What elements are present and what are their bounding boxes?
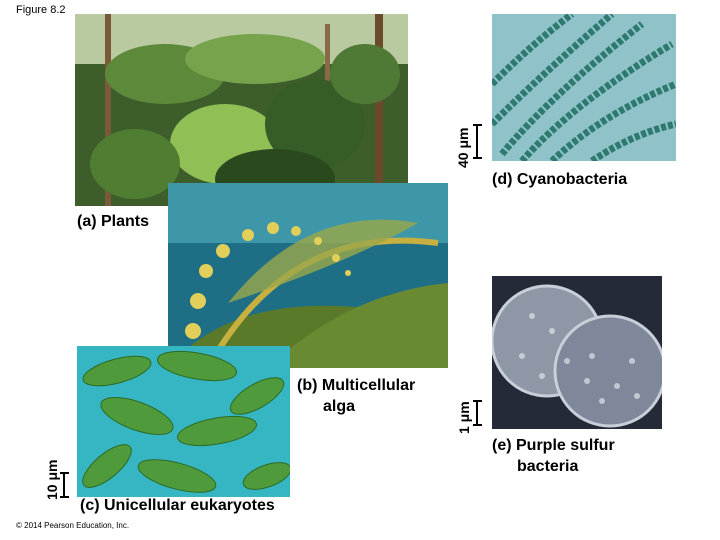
unicellular-scale-bar [63,472,65,498]
multicellular-alga-label-line1: (b) Multicellular [297,377,416,394]
kelp-photo [168,183,448,368]
purple-sulfur-bacteria-photo [492,276,662,429]
cyanobacteria-photo [492,14,676,161]
plants-label: (a) Plants [77,213,150,230]
purple-sulfur-scale-bar [476,400,478,426]
multicellular-alga-label-line2: alga [323,398,356,415]
unicellular-scale-text: 10 μm [44,459,60,500]
cyanobacteria-scale-bar [476,124,478,159]
purple-sulfur-bacteria-label-line1: (e) Purple sulfur [492,437,615,454]
plants-photo [75,14,408,206]
purple-sulfur-bacteria-label-line2: bacteria [517,458,579,475]
purple-sulfur-scale-text: 1 μm [456,401,472,434]
copyright-notice: © 2014 Pearson Education, Inc. [16,521,130,530]
unicellular-eukaryotes-label: (c) Unicellular eukaryotes [80,497,275,514]
cyanobacteria-label: (d) Cyanobacteria [492,171,628,188]
cyanobacteria-scale-text: 40 μm [455,127,471,168]
euglena-photo [77,346,290,497]
figure-title: Figure 8.2 [16,4,66,16]
